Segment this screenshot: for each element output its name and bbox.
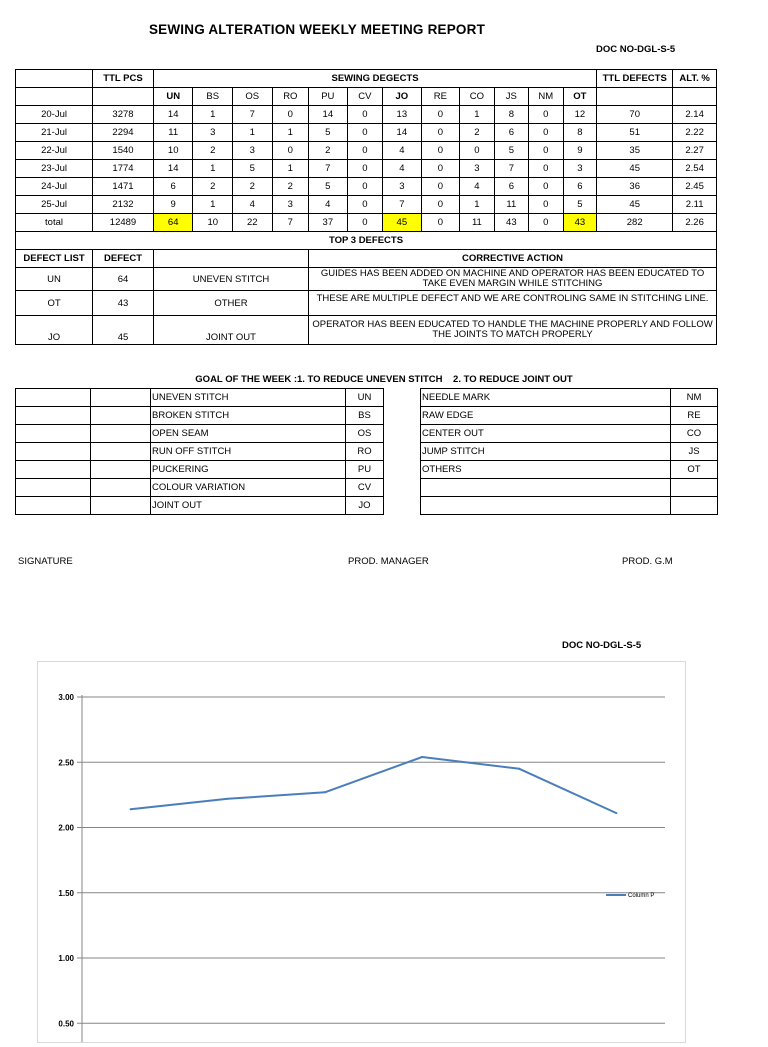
y-tick-label: 1.50: [58, 888, 74, 898]
row-date: 21-Jul: [16, 124, 93, 142]
code-header: BS: [193, 88, 233, 106]
legend-row: [16, 407, 384, 425]
row-defect-cell: 5: [494, 142, 528, 160]
report-title: SEWING ALTERATION WEEKLY MEETING REPORT: [148, 22, 486, 37]
top3-name: UNEVEN STITCH: [153, 268, 308, 291]
legend-defect-name: UNEVEN STITCH: [151, 389, 346, 407]
legend-defect-code: BS: [346, 407, 384, 425]
doc-number: DOC NO-DGL-S-5: [596, 44, 676, 55]
row-defect-cell: 2: [460, 124, 494, 142]
row-ttl-defects: 70: [597, 106, 673, 124]
row-alt-pct: 2.54: [673, 160, 717, 178]
legend-defect-name: NEEDLE MARK: [421, 389, 671, 407]
row-defect-cell: 1: [193, 106, 233, 124]
row-defect-cell: 0: [347, 142, 382, 160]
row-defect-cell: 5: [309, 124, 348, 142]
row-ttl-defects: 35: [597, 142, 673, 160]
row-ttl-pcs: 1471: [93, 178, 154, 196]
row-defect-cell: 0: [529, 142, 563, 160]
row-defect-cell: 0: [529, 178, 563, 196]
row-ttl-pcs: 2132: [93, 196, 154, 214]
row-defect-cell: 0: [347, 106, 382, 124]
row-defect-cell: 0: [421, 124, 460, 142]
data-point: [130, 808, 132, 810]
row-alt-pct: 2.11: [673, 196, 717, 214]
row-defect-cell: 0: [460, 142, 494, 160]
top3-code: JO: [16, 316, 93, 345]
legend-defect-code: PU: [346, 461, 384, 479]
data-point: [615, 812, 617, 814]
legend-blank: [16, 497, 91, 515]
legend-defect-code: NM: [671, 389, 718, 407]
y-tick-label: 1.00: [58, 954, 74, 963]
legend-defect-code: RO: [346, 443, 384, 461]
row-defect-cell: 6: [494, 178, 528, 196]
legend-row: [421, 479, 718, 497]
row-defect-cell: 11: [153, 124, 193, 142]
row-defect-cell: 9: [153, 196, 193, 214]
legend-blank: [91, 389, 151, 407]
total-defect-cell: 64: [153, 214, 193, 232]
header-blank: [16, 70, 93, 88]
row-defect-cell: 1: [460, 106, 494, 124]
row-defect-cell: 0: [529, 196, 563, 214]
table-row: [16, 124, 717, 142]
top3-action: OPERATOR HAS BEEN EDUCATED TO HANDLE THE MACHINE PROPERLY AND FOLLOW THE JOINTS TO MATCH PROPERLY: [309, 316, 717, 345]
row-ttl-pcs: 1540: [93, 142, 154, 160]
row-defect-cell: 4: [383, 160, 422, 178]
data-point: [518, 768, 520, 770]
legend-defect-name: RUN OFF STITCH: [151, 443, 346, 461]
row-date: 23-Jul: [16, 160, 93, 178]
row-defect-cell: 3: [563, 160, 597, 178]
total-defect-cell: 0: [347, 214, 382, 232]
legend-row: [421, 389, 718, 407]
legend-blank: [16, 479, 91, 497]
row-defect-cell: 6: [153, 178, 193, 196]
row-defect-cell: 2: [233, 178, 273, 196]
row-defect-cell: 2: [193, 142, 233, 160]
total-defect-cell: 10: [193, 214, 233, 232]
top3-name: OTHER: [153, 291, 308, 316]
legend-row: [16, 389, 384, 407]
legend-defect-code: CV: [346, 479, 384, 497]
row-defect-cell: 10: [153, 142, 193, 160]
row-ttl-pcs: 2294: [93, 124, 154, 142]
row-defect-cell: 0: [347, 160, 382, 178]
legend-defect-name: CENTER OUT: [421, 425, 671, 443]
col-defect-name-blank: [153, 250, 308, 268]
row-defect-cell: 2: [309, 142, 348, 160]
legend-blank: [91, 461, 151, 479]
series-line: [131, 757, 617, 813]
row-date: 24-Jul: [16, 178, 93, 196]
row-defect-cell: 14: [383, 124, 422, 142]
table-row: [16, 196, 717, 214]
y-tick-label: 0.50: [58, 1019, 74, 1029]
legend-row: [16, 443, 384, 461]
code-header: CO: [460, 88, 494, 106]
legend-defect-name: BROKEN STITCH: [151, 407, 346, 425]
legend-defect-name: OPEN SEAM: [151, 425, 346, 443]
row-ttl-defects: 36: [597, 178, 673, 196]
row-defect-cell: 0: [529, 160, 563, 178]
legend-blank: [91, 407, 151, 425]
top3-count: 43: [93, 291, 154, 316]
total-alt-pct: 2.26: [673, 214, 717, 232]
code-header: OS: [233, 88, 273, 106]
row-defect-cell: 7: [383, 196, 422, 214]
legend-defect-name: [421, 497, 671, 515]
row-ttl-pcs: 3278: [93, 106, 154, 124]
row-defect-cell: 7: [494, 160, 528, 178]
data-point: [227, 798, 229, 800]
y-tick-label: 2.50: [58, 758, 74, 768]
subheader-blank: [673, 88, 717, 106]
row-defect-cell: 8: [494, 106, 528, 124]
top3-action: GUIDES HAS BEEN ADDED ON MACHINE AND OPERATOR HAS BEEN EDUCATED TO TAKE EVEN MARGIN WHILE STITCHING: [309, 268, 717, 291]
data-point: [324, 791, 326, 793]
legend-defect-name: OTHERS: [421, 461, 671, 479]
row-defect-cell: 0: [347, 196, 382, 214]
row-defect-cell: 0: [272, 106, 309, 124]
legend-blank: [91, 443, 151, 461]
subheader-blank: [93, 88, 154, 106]
code-header: RE: [421, 88, 460, 106]
top3-heading: TOP 3 DEFECTS: [16, 232, 717, 250]
legend-row: [16, 425, 384, 443]
code-header: UN: [153, 88, 193, 106]
defect-legend-right: [420, 388, 718, 515]
legend-defect-name: COLOUR VARIATION: [151, 479, 346, 497]
row-defect-cell: 4: [460, 178, 494, 196]
row-defect-cell: 1: [460, 196, 494, 214]
col-corrective-action: CORRECTIVE ACTION: [309, 250, 717, 268]
row-defect-cell: 13: [383, 106, 422, 124]
alt-percent-chart: [37, 661, 686, 1043]
row-defect-cell: 4: [383, 142, 422, 160]
row-defect-cell: 5: [563, 196, 597, 214]
subheader-blank: [597, 88, 673, 106]
legend-blank: [16, 425, 91, 443]
top3-code: OT: [16, 291, 93, 316]
code-header: NM: [529, 88, 563, 106]
legend-blank: [16, 407, 91, 425]
table-row: [16, 106, 717, 124]
row-defect-cell: 0: [421, 106, 460, 124]
top3-name: JOINT OUT: [153, 316, 308, 345]
code-header: PU: [309, 88, 348, 106]
row-date: 20-Jul: [16, 106, 93, 124]
legend-defect-code: JO: [346, 497, 384, 515]
row-alt-pct: 2.45: [673, 178, 717, 196]
top3-count: 45: [93, 316, 154, 345]
table-row: [16, 178, 717, 196]
legend-row: [421, 461, 718, 479]
legend-defect-code: CO: [671, 425, 718, 443]
row-ttl-pcs: 1774: [93, 160, 154, 178]
goal-of-week: GOAL OF THE WEEK :1. TO REDUCE UNEVEN STITCH 2. TO REDUCE JOINT OUT: [195, 374, 573, 385]
code-header: JS: [494, 88, 528, 106]
legend-blank: [16, 443, 91, 461]
row-alt-pct: 2.27: [673, 142, 717, 160]
doc-number-chart: DOC NO-DGL-S-5: [562, 640, 642, 651]
legend-blank: [16, 389, 91, 407]
prod-manager-label: PROD. MANAGER: [348, 556, 429, 567]
data-point: [421, 756, 423, 758]
legend-row: [16, 461, 384, 479]
row-date: 25-Jul: [16, 196, 93, 214]
top3-count: 64: [93, 268, 154, 291]
row-defect-cell: 2: [193, 178, 233, 196]
row-defect-cell: 7: [233, 106, 273, 124]
legend-defect-name: [421, 479, 671, 497]
total-defect-cell: 43: [494, 214, 528, 232]
legend-defect-code: [671, 497, 718, 515]
top3-code: UN: [16, 268, 93, 291]
legend-defect-code: RE: [671, 407, 718, 425]
row-defect-cell: 3: [272, 196, 309, 214]
row-alt-pct: 2.14: [673, 106, 717, 124]
legend-blank: [91, 497, 151, 515]
row-defect-cell: 11: [494, 196, 528, 214]
row-defect-cell: 6: [494, 124, 528, 142]
row-defect-cell: 5: [233, 160, 273, 178]
row-defect-cell: 12: [563, 106, 597, 124]
row-defect-cell: 2: [272, 178, 309, 196]
total-defect-cell: 11: [460, 214, 494, 232]
total-defect-cell: 43: [563, 214, 597, 232]
header-alt-pct: ALT. %: [673, 70, 717, 88]
total-defect-cell: 45: [383, 214, 422, 232]
legend-defect-name: JOINT OUT: [151, 497, 346, 515]
legend-row: [421, 407, 718, 425]
code-header: OT: [563, 88, 597, 106]
row-defect-cell: 0: [421, 142, 460, 160]
signature-label: SIGNATURE: [18, 556, 73, 567]
total-defect-cell: 7: [272, 214, 309, 232]
row-defect-cell: 6: [563, 178, 597, 196]
row-alt-pct: 2.22: [673, 124, 717, 142]
row-defect-cell: 0: [347, 178, 382, 196]
row-defect-cell: 3: [383, 178, 422, 196]
row-defect-cell: 4: [233, 196, 273, 214]
defects-table: [15, 69, 717, 345]
row-defect-cell: 5: [309, 178, 348, 196]
total-ttl-defects: 282: [597, 214, 673, 232]
row-defect-cell: 0: [529, 106, 563, 124]
legend-blank: [16, 461, 91, 479]
total-defect-cell: 0: [421, 214, 460, 232]
chart-svg: [38, 662, 685, 1042]
header-sewing-defects: SEWING DEGECTS: [153, 70, 596, 88]
total-defect-cell: 22: [233, 214, 273, 232]
legend-defect-name: RAW EDGE: [421, 407, 671, 425]
prod-gm-label: PROD. G.M: [622, 556, 673, 567]
header-ttl-pcs: TTL PCS: [93, 70, 154, 88]
total-defect-cell: 0: [529, 214, 563, 232]
defect-legend-left: [15, 388, 384, 515]
row-defect-cell: 14: [153, 106, 193, 124]
total-ttl-pcs: 12489: [93, 214, 154, 232]
row-defect-cell: 0: [347, 124, 382, 142]
legend-row: [421, 425, 718, 443]
table-row: [16, 160, 717, 178]
legend-defect-code: [671, 479, 718, 497]
legend-blank: [91, 479, 151, 497]
row-defect-cell: 14: [153, 160, 193, 178]
row-defect-cell: 1: [193, 196, 233, 214]
code-header: RO: [272, 88, 309, 106]
legend-row: [421, 443, 718, 461]
legend-row: [16, 497, 384, 515]
legend-defect-code: JS: [671, 443, 718, 461]
row-defect-cell: 0: [421, 178, 460, 196]
row-date: 22-Jul: [16, 142, 93, 160]
legend-defect-name: PUCKERING: [151, 461, 346, 479]
subheader-blank: [16, 88, 93, 106]
row-defect-cell: 9: [563, 142, 597, 160]
legend-blank: [91, 425, 151, 443]
y-tick-label: 2.00: [58, 823, 74, 833]
row-defect-cell: 1: [272, 124, 309, 142]
legend-label: Column P: [628, 893, 655, 899]
header-ttl-defects: TTL DEFECTS: [597, 70, 673, 88]
row-ttl-defects: 51: [597, 124, 673, 142]
legend-defect-code: UN: [346, 389, 384, 407]
legend-defect-name: JUMP STITCH: [421, 443, 671, 461]
row-defect-cell: 0: [421, 196, 460, 214]
total-defect-cell: 37: [309, 214, 348, 232]
top3-action: THESE ARE MULTIPLE DEFECT AND WE ARE CONTROLING SAME IN STITCHING LINE.: [309, 291, 717, 316]
row-defect-cell: 0: [272, 142, 309, 160]
row-defect-cell: 14: [309, 106, 348, 124]
legend-row: [16, 479, 384, 497]
code-header: JO: [383, 88, 422, 106]
row-defect-cell: 3: [460, 160, 494, 178]
row-defect-cell: 1: [233, 124, 273, 142]
table-row: [16, 142, 717, 160]
row-defect-cell: 1: [193, 160, 233, 178]
row-ttl-defects: 45: [597, 160, 673, 178]
col-defect-list: DEFECT LIST: [16, 250, 93, 268]
row-defect-cell: 8: [563, 124, 597, 142]
row-defect-cell: 3: [193, 124, 233, 142]
row-defect-cell: 0: [421, 160, 460, 178]
total-label: total: [16, 214, 93, 232]
col-defect: DEFECT: [93, 250, 154, 268]
legend-defect-code: OS: [346, 425, 384, 443]
row-defect-cell: 4: [309, 196, 348, 214]
row-defect-cell: 1: [272, 160, 309, 178]
legend-defect-code: OT: [671, 461, 718, 479]
y-tick-label: 3.00: [58, 693, 74, 702]
row-ttl-defects: 45: [597, 196, 673, 214]
row-defect-cell: 0: [529, 124, 563, 142]
legend-row: [421, 497, 718, 515]
code-header: CV: [347, 88, 382, 106]
row-defect-cell: 3: [233, 142, 273, 160]
row-defect-cell: 7: [309, 160, 348, 178]
